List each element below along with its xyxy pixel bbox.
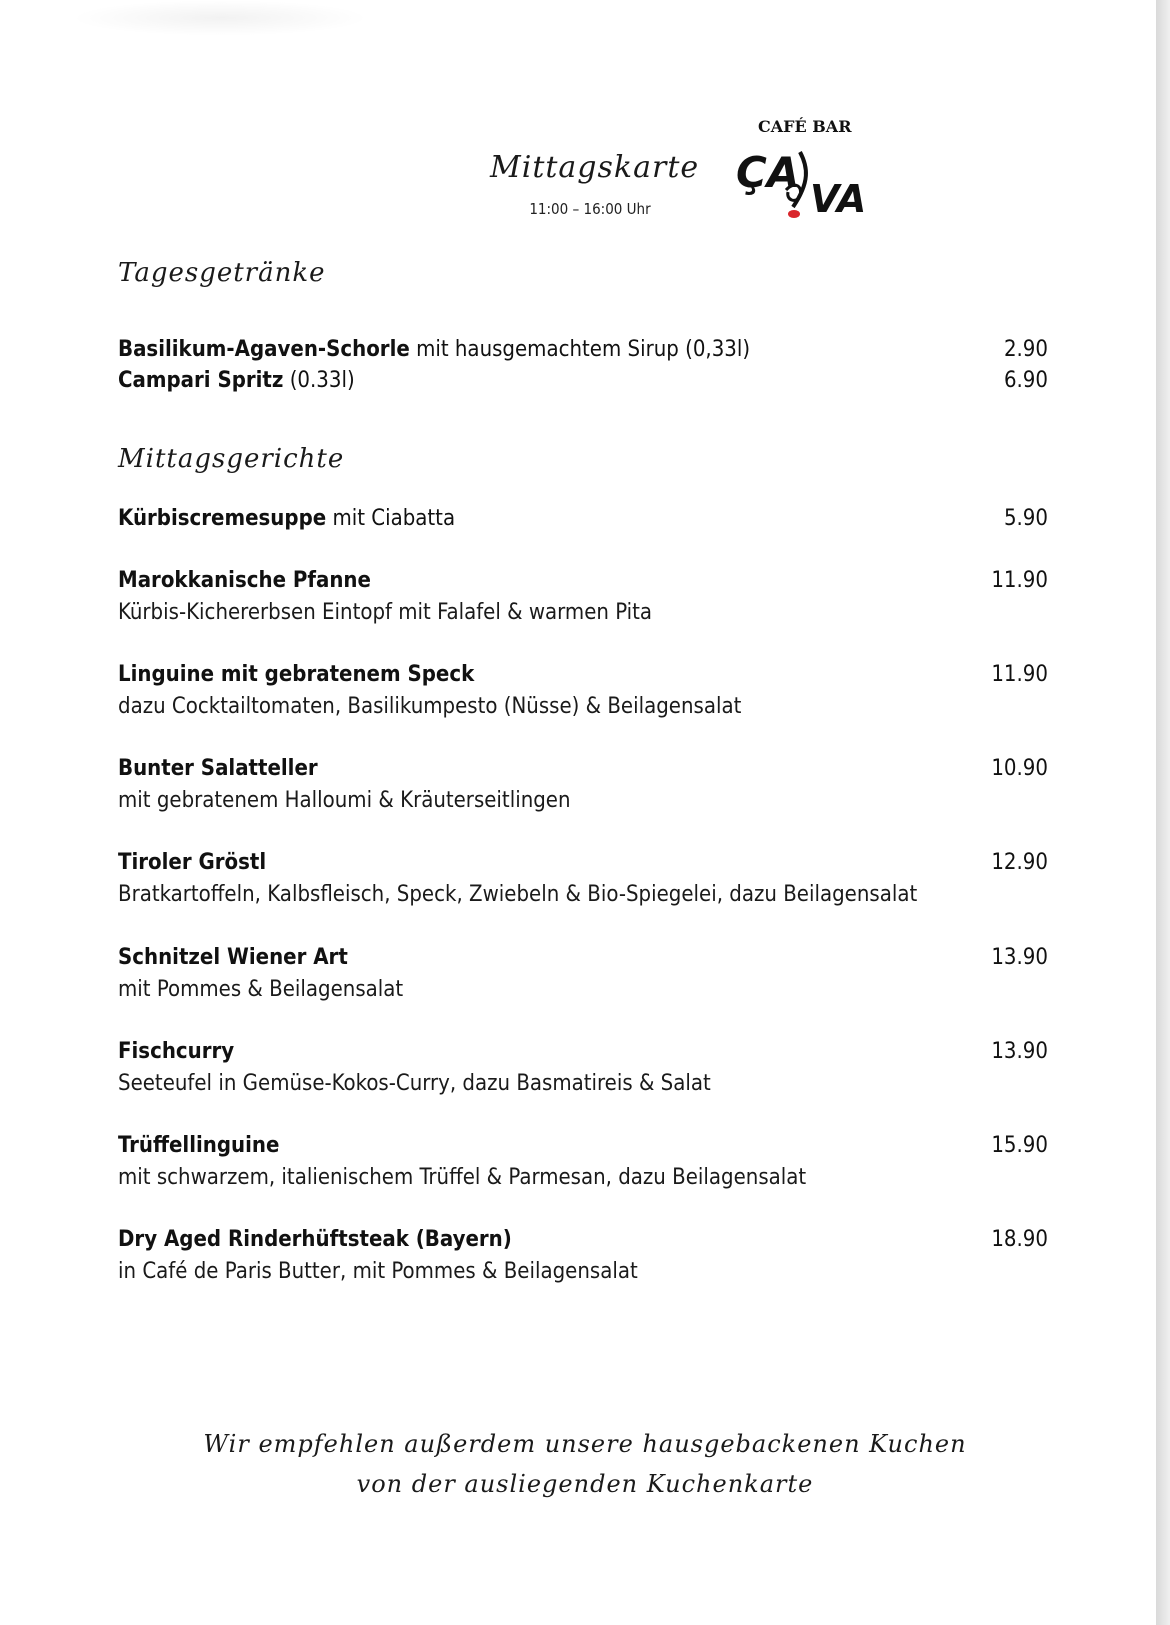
item-price: 11.90: [991, 662, 1048, 687]
footer-recommendation: [0, 1424, 1170, 1504]
opening-hours: 11:00 – 16:00 Uhr: [529, 200, 651, 218]
item-name: Linguine mit gebratenem Speck: [118, 662, 475, 687]
item-detail: (0.33l): [283, 368, 355, 393]
item-price: 10.90: [991, 756, 1048, 781]
item-name: Dry Aged Rinderhüftsteak (Bayern): [118, 1227, 512, 1252]
item-name: Bunter Salatteller: [118, 756, 318, 781]
item-detail: mit hausgemachtem Sirup (0,33l): [409, 337, 751, 362]
item-description: Seeteufel in Gemüse-Kokos-Curry, dazu Basmatireis & Salat: [118, 1071, 711, 1096]
item-price: 6.90: [1003, 368, 1048, 393]
item-name: Campari Spritz: [118, 368, 284, 393]
item-name: Kürbiscremesuppe: [118, 506, 327, 531]
item-price: 11.90: [991, 568, 1048, 593]
cafe-bar-ca-va-logo: [736, 112, 888, 242]
svg-text:CAFÉ BAR: CAFÉ BAR: [758, 117, 852, 136]
footer-line-1: Wir empfehlen außerdem unsere hausgebackenen Kuchen: [203, 1430, 967, 1458]
item-description: mit schwarzem, italienischem Trüffel & Parmesan, dazu Beilagensalat: [118, 1165, 807, 1190]
svg-text:ÇA: ÇA: [736, 148, 800, 197]
svg-text:VA: VA: [810, 177, 867, 221]
item-name: Schnitzel Wiener Art: [118, 945, 348, 970]
menu-item-drink: [118, 334, 1048, 366]
item-price: 15.90: [991, 1133, 1048, 1158]
menu-title: Mittagskarte: [490, 150, 700, 185]
item-price: 5.90: [1003, 506, 1048, 531]
item-price: 12.90: [991, 850, 1048, 875]
footer-line-2: von der ausliegenden Kuchenkarte: [356, 1470, 814, 1498]
scan-smudge: [70, 0, 370, 36]
menu-item-dish: [118, 1036, 1048, 1100]
item-price: 2.90: [1003, 337, 1048, 362]
menu-item-soup: [118, 503, 1048, 535]
item-name: Fischcurry: [118, 1039, 235, 1064]
menu-item-dish: [118, 1130, 1048, 1194]
menu-item-dish: [118, 847, 1048, 911]
item-description: Kürbis-Kichererbsen Eintopf mit Falafel & warmen Pita: [118, 600, 653, 625]
item-description: mit Pommes & Beilagensalat: [118, 977, 404, 1002]
item-description: in Café de Paris Butter, mit Pommes & Beilagensalat: [118, 1259, 638, 1284]
item-price: 18.90: [991, 1227, 1048, 1252]
item-name: Marokkanische Pfanne: [118, 568, 371, 593]
item-detail: mit Ciabatta: [326, 506, 456, 531]
item-price: 13.90: [991, 945, 1048, 970]
item-price: 13.90: [991, 1039, 1048, 1064]
menu-item-dish: [118, 753, 1048, 817]
item-name: Trüffellinguine: [118, 1133, 280, 1158]
menu-item-dish: [118, 942, 1048, 1006]
item-name: Tiroler Gröstl: [118, 850, 267, 875]
menu-item-dish: [118, 565, 1048, 629]
item-description: Bratkartoffeln, Kalbsfleisch, Speck, Zwiebeln & Bio-Spiegelei, dazu Beilagensalat: [118, 882, 918, 907]
item-description: dazu Cocktailtomaten, Basilikumpesto (Nüsse) & Beilagensalat: [118, 694, 742, 719]
menu-item-drink: [118, 365, 1048, 397]
menu-item-dish: [118, 659, 1048, 723]
page-edge-shadow: [1156, 0, 1170, 1625]
section-heading-drinks: Tagesgetränke: [118, 258, 326, 288]
section-heading-dishes: Mittagsgerichte: [118, 444, 345, 474]
item-name: Basilikum-Agaven-Schorle: [118, 337, 410, 362]
menu-item-dish: [118, 1224, 1048, 1288]
item-description: mit gebratenem Halloumi & Kräuterseitlingen: [118, 788, 571, 813]
